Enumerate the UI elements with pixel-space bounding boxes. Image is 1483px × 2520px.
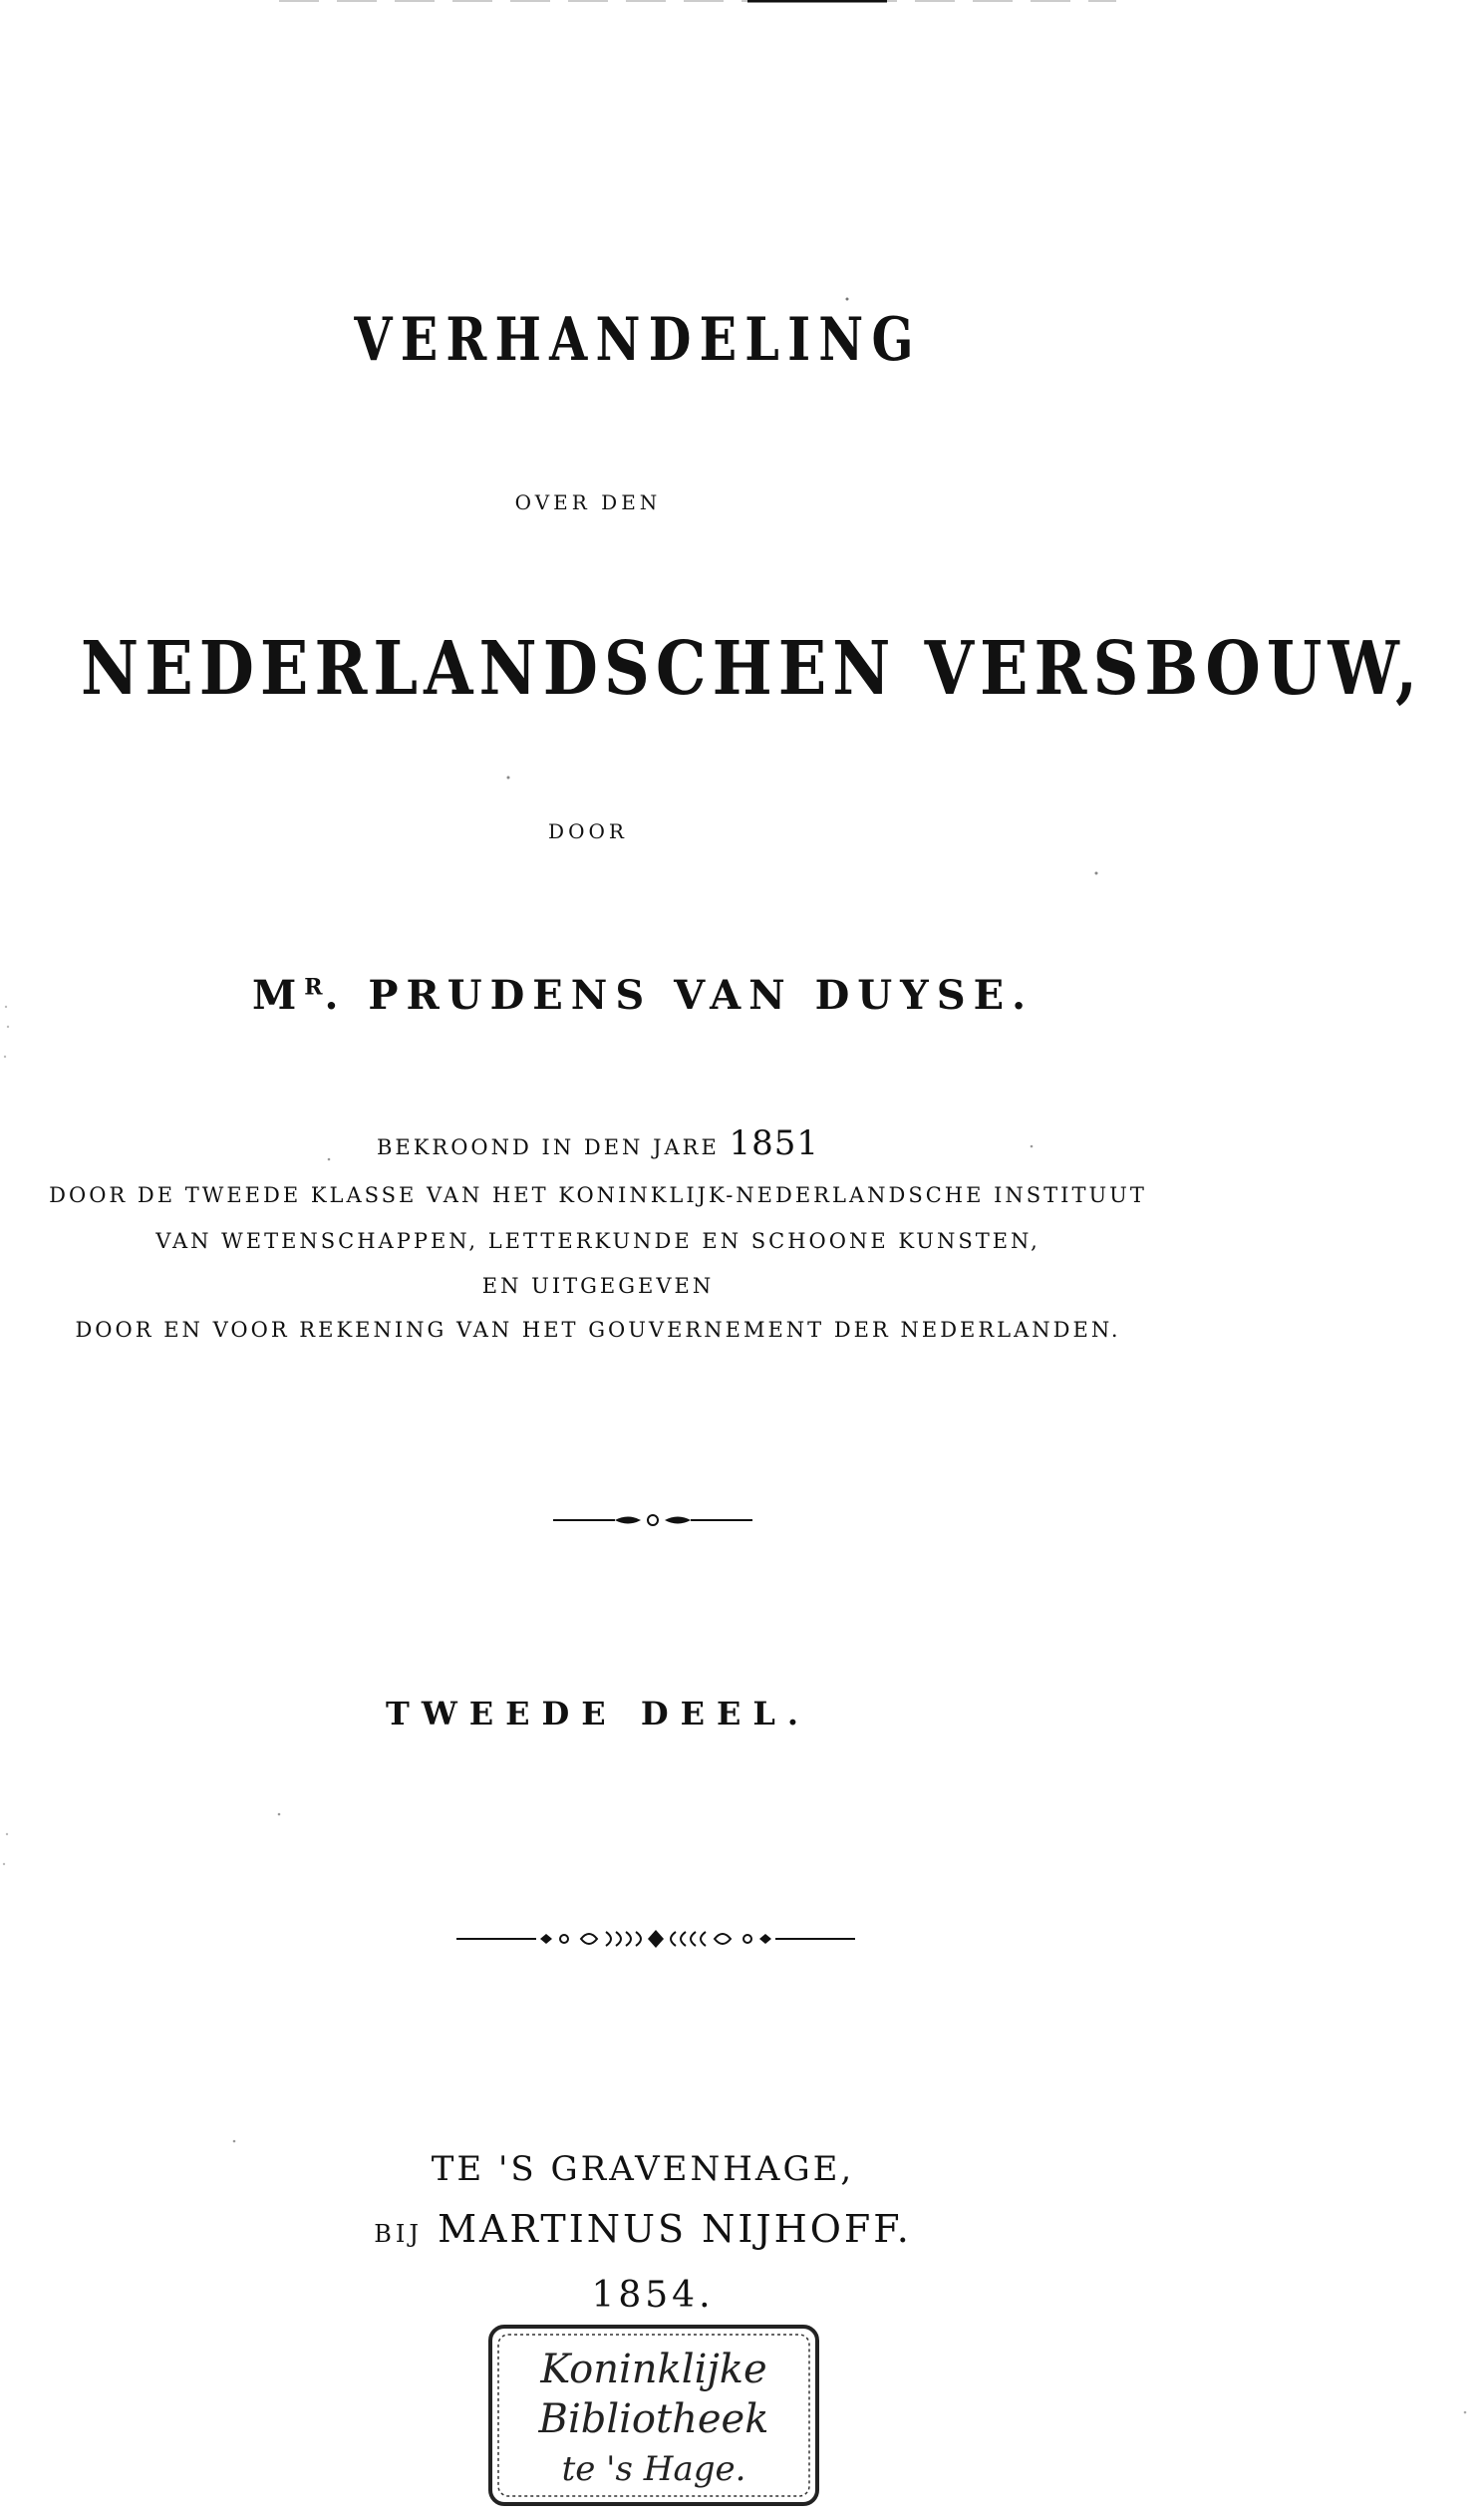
publisher-prefix: BIJ — [374, 2220, 423, 2248]
main-title: NEDERLANDSCHEN VERSBOUW, — [81, 626, 1424, 712]
award-line-5: DOOR EN VOOR REKENING VAN HET GOUVERNEMENT DER NEDERLANDEN. — [75, 1318, 1121, 1342]
volume-label: TWEEDE DEEL. — [386, 1695, 810, 1732]
imprint-place: TE 'S GRAVENHAGE, — [431, 2149, 855, 2189]
award-line-4: EN UITGEGEVEN — [481, 1274, 715, 1298]
award-line-1 — [0, 1123, 1246, 1163]
stamp-line-3: te 's Hage. — [561, 2449, 746, 2489]
author-name: . PRUDENS VAN DUYSE. — [324, 972, 1035, 1019]
award-year: 1851 — [729, 1123, 820, 1163]
publisher-name: MARTINUS NIJHOFF. — [438, 2207, 912, 2251]
author-prefix: M — [251, 972, 305, 1019]
ornament-divider-icon — [456, 1924, 855, 1954]
door-text: DOOR — [548, 819, 628, 843]
stamp-frame-icon — [484, 2321, 823, 2510]
author-line — [0, 972, 1291, 1019]
award-line-text: BEKROOND IN DEN JARE — [376, 1135, 720, 1159]
stamp-line-2: Bibliotheek — [538, 2396, 769, 2442]
ornament-rule-icon — [553, 1509, 752, 1531]
author-prefix-sup: R — [304, 974, 325, 1001]
over-den-text: OVER DEN — [514, 490, 662, 514]
imprint-publisher — [0, 2207, 1291, 2251]
award-line-2: DOOR DE TWEEDE KLASSE VAN HET KONINKLIJK-NEDERLANDSCHE INSTITUUT — [49, 1183, 1147, 1207]
imprint-year: 1854. — [591, 2275, 715, 2316]
library-stamp — [484, 2321, 823, 2510]
book-title: VERHANDELING — [354, 305, 922, 375]
top-edge-rule — [279, 0, 1116, 6]
stamp-line-1: Koninklijke — [540, 2347, 767, 2392]
award-line-3: VAN WETENSCHAPPEN, LETTERKUNDE EN SCHOONE KUNSTEN, — [155, 1229, 1040, 1253]
